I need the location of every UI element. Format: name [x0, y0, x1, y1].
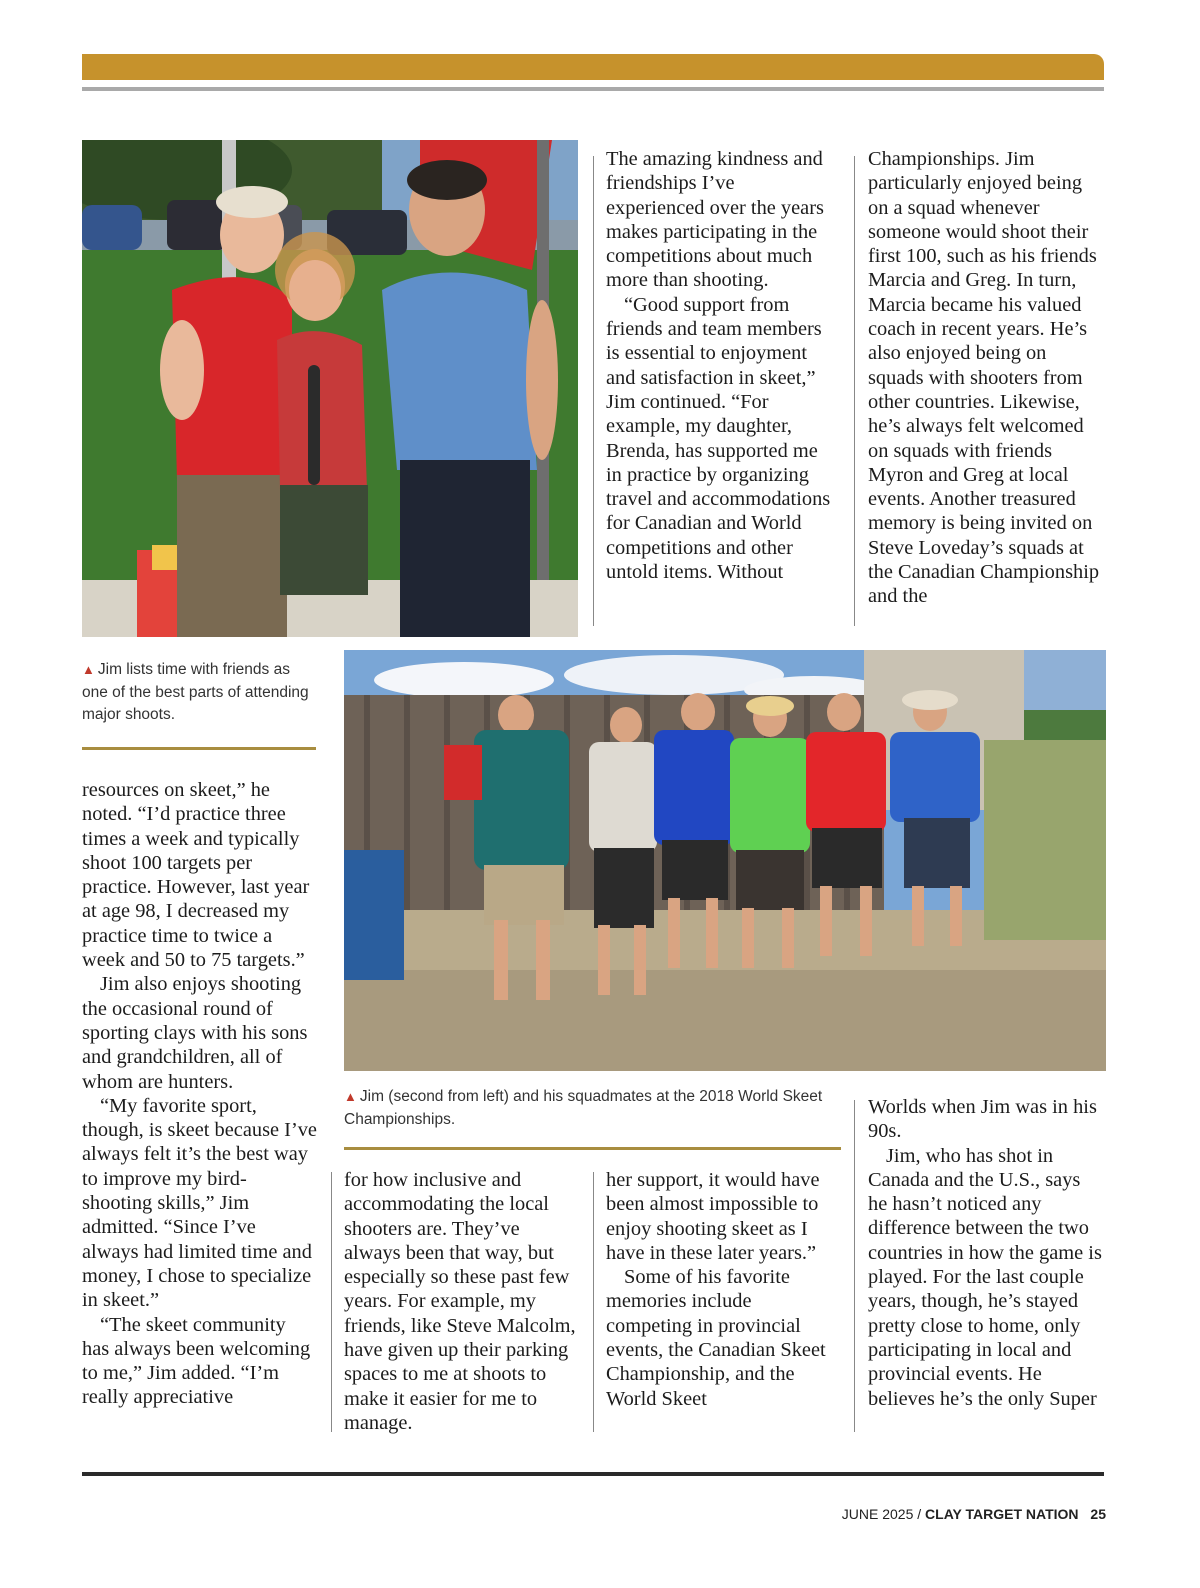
- paragraph: “Good support from friends and team members is essential to enjoyment and satisfaction in skeet,” Jim continued. “For example, my daughter, Brenda, has supported me in practice by organizing travel and accommodations for Canadian and World competitions and other untold items. Without: [606, 293, 831, 584]
- paragraph: Jim, who has shot in Canada and the U.S., says he hasn’t noticed any difference between the two countries in how the game is played. For the last couple years, though, he’s stayed pretty close to home, only participating in local and provincial events. He believes he’s the only Super: [868, 1144, 1102, 1410]
- caption-triangle-icon: ▲: [344, 1089, 357, 1104]
- article-column-2-top: [606, 147, 837, 584]
- paragraph: “The skeet community has always been welcoming to me,” Jim added. “I’m really appreciative: [82, 1313, 311, 1409]
- photo-friends-caption: ▲ Jim lists time with friends as one of the best parts of attending major shoots.: [82, 661, 309, 723]
- photo-friends: [82, 140, 578, 637]
- header-rule: [82, 87, 1104, 91]
- paragraph: Jim also enjoys shooting the occasional round of sporting clays with his sons and grandchildren, all of whom are hunters.: [82, 973, 308, 1093]
- article-column-3-bottom: [606, 1168, 837, 1411]
- paragraph: Championships. Jim particularly enjoyed being on a squad whenever someone would shoot their first 100, such as his friends Marcia and Greg. In turn, Marcia became his valued coach in recent years. He’s also enjoyed being on squads with shooters from other countries. Likewise, he’s always felt welcomed on squads with friends Myron and Greg at local events. Another treasured memory is being invited on Steve Loveday’s squads at the Canadian Championship and the: [868, 148, 1100, 608]
- article-column-4-bottom: [868, 1095, 1104, 1411]
- column-divider: [593, 1172, 594, 1432]
- article-column-2-bottom: [344, 1168, 580, 1435]
- paragraph: her support, it would have been almost impossible to enjoy shooting skeet as I have in these later years.”: [606, 1169, 820, 1264]
- footer-rule: [82, 1472, 1104, 1476]
- column-divider: [593, 156, 594, 626]
- header-bar: [82, 54, 1104, 80]
- photo-squad-caption: ▲ Jim (second from left) and his squadmates at the 2018 World Skeet Championships.: [344, 1088, 823, 1128]
- column-divider: [331, 1172, 332, 1432]
- photo-squad-illustration: [344, 650, 1106, 1071]
- paragraph: Worlds when Jim was in his 90s.: [868, 1096, 1097, 1143]
- paragraph: Some of his favorite memories include competing in provincial events, the Canadian Skeet Championship, and the World Skeet: [606, 1266, 826, 1410]
- paragraph: resources on skeet,” he noted. “I’d practice three times a week and typically shoot 100 targets per practice. However, last year at age 98, I decreased my practice time to twice a week and 50 to 75 targets.”: [82, 779, 310, 972]
- column-divider: [854, 1100, 855, 1432]
- caption-divider: [344, 1147, 841, 1150]
- article-column-3-top: [868, 147, 1104, 609]
- photo-friends-illustration: [82, 140, 578, 637]
- page-footer: [842, 1506, 1106, 1522]
- paragraph: for how inclusive and accommodating the local shooters are. They’ve always been that way, but especially so these past few years. For example, my friends, like Steve Malcolm, have given up their parking spaces to me at shoots to make it easier for me to manage.: [344, 1169, 576, 1434]
- column-divider: [854, 156, 855, 626]
- paragraph: “My favorite sport, though, is skeet because I’ve always felt it’s the best way to improve my bird-shooting skills,” Jim admitted. “Since I’ve always had limited time and money, I chose to specialize in skeet.”: [82, 1094, 317, 1312]
- article-column-1: [82, 778, 317, 1410]
- footer-magazine: CLAY TARGET NATION: [925, 1506, 1079, 1522]
- caption-triangle-icon: ▲: [82, 662, 95, 677]
- photo-squad: [344, 650, 1106, 1071]
- footer-page-number: 25: [1090, 1506, 1106, 1522]
- footer-issue: JUNE 2025 /: [841, 1506, 922, 1522]
- paragraph: The amazing kindness and friendships I’ve experienced over the years makes participating in the competitions about much more than shooting.: [606, 148, 824, 292]
- caption-divider: [82, 747, 316, 750]
